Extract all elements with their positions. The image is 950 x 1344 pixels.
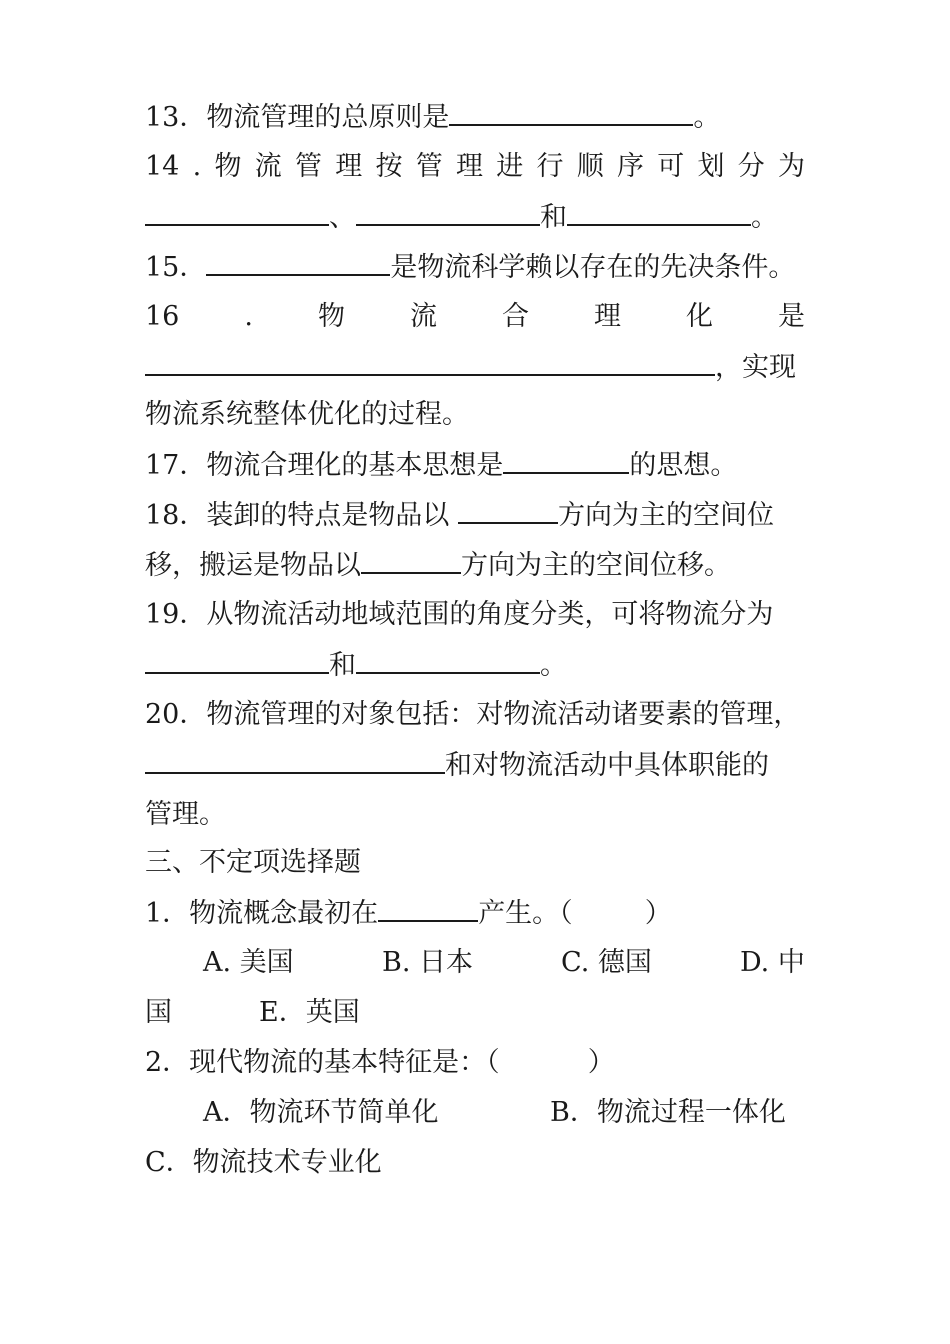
q18-line2-suffix: 方向为主的空间位移。 — [461, 550, 731, 581]
q14-char: 可 — [657, 151, 685, 182]
mc1-option-b[interactable]: B. 日本 — [382, 947, 474, 978]
answer-blank[interactable] — [145, 648, 329, 674]
q17-prefix: 17．物流合理化的基本思想是 — [145, 450, 504, 481]
mc1-close: ） — [644, 898, 672, 929]
mc2-option-b[interactable]: B．物流过程一体化 — [550, 1097, 786, 1128]
answer-blank[interactable] — [356, 648, 540, 674]
answer-blank[interactable] — [567, 200, 751, 226]
q16-char: 流 — [409, 301, 437, 332]
q14-sep2: 和 — [540, 202, 567, 233]
q16-char: 物 — [317, 301, 345, 332]
question-14-line1 — [145, 150, 805, 184]
q14-end: 。 — [751, 202, 778, 233]
question-20-line3: 管理。 — [145, 799, 226, 830]
q14-char: 划 — [697, 151, 725, 182]
answer-blank[interactable] — [145, 350, 715, 376]
q14-char: 按 — [375, 151, 403, 182]
q14-char: 分 — [737, 151, 765, 182]
mc1-option-e[interactable]: E．英国 — [259, 997, 360, 1028]
q14-char: 管 — [294, 151, 322, 182]
q14-sep1: 、 — [329, 202, 356, 233]
mc1-text: 1．物流概念最初在 — [145, 898, 379, 929]
answer-blank[interactable] — [503, 448, 629, 474]
q14-char: 顺 — [576, 151, 604, 182]
q14-char: 序 — [616, 151, 644, 182]
q19-sep: 和 — [329, 650, 356, 681]
q14-char: 物 — [214, 151, 242, 182]
q14-char: 管 — [415, 151, 443, 182]
q18-line2-prefix: 移，搬运是物品以 — [145, 550, 361, 581]
question-13-text: 13．物流管理的总原则是 — [145, 102, 450, 133]
q14-char: . — [192, 151, 202, 182]
q14-char: 流 — [254, 151, 282, 182]
q16-char: 16 — [145, 301, 180, 332]
question-13 — [145, 100, 720, 135]
q16-char: 理 — [593, 301, 621, 332]
mc1-option-a[interactable]: A. 美国 — [203, 947, 294, 978]
mc1-option-d[interactable]: D. 中 — [740, 947, 805, 978]
answer-blank[interactable] — [449, 100, 693, 126]
question-17 — [145, 448, 737, 483]
question-16-line3: 物流系统整体优化的过程。 — [145, 399, 469, 430]
q16-char: 化 — [685, 301, 713, 332]
question-20-line2 — [145, 748, 769, 783]
q16-char: 是 — [777, 301, 805, 332]
answer-blank[interactable] — [145, 748, 445, 774]
answer-blank[interactable] — [356, 200, 540, 226]
q18-prefix: 18．装卸的特点是物品以 — [145, 500, 458, 531]
answer-blank[interactable] — [361, 548, 461, 574]
question-19-line2 — [145, 648, 567, 683]
q18-mid: 方向为主的空间位 — [557, 500, 774, 531]
q14-char: 理 — [455, 151, 483, 182]
q14-char: 进 — [496, 151, 524, 182]
q14-char: 为 — [777, 151, 805, 182]
mc-question-2 — [145, 1046, 615, 1080]
mc-question-1 — [145, 896, 672, 931]
question-14-line2 — [145, 200, 778, 235]
mc1-option-d-wrap: 国 — [145, 997, 172, 1028]
question-20-line1: 20．物流管理的对象包括：对物流活动诸要素的管理， — [145, 699, 801, 730]
q15-text: 是物流科学赖以存在的先决条件。 — [390, 252, 796, 283]
question-15 — [145, 250, 795, 285]
mc2-close: ） — [587, 1047, 615, 1078]
question-16-line2 — [145, 350, 796, 385]
q14-char: 理 — [335, 151, 363, 182]
mc2-text: 2．现代物流的基本特征是：（ — [145, 1047, 500, 1078]
q15-prefix: 15． — [145, 252, 207, 283]
answer-blank[interactable] — [378, 896, 478, 922]
q19-end: 。 — [540, 650, 567, 681]
mc1-suffix: 产生。（ — [478, 898, 573, 929]
q14-char: 行 — [536, 151, 564, 182]
question-13-end: 。 — [693, 102, 721, 133]
mc1-option-c[interactable]: C. 德国 — [561, 947, 652, 978]
section-3-heading: 三、不定项选择题 — [145, 847, 361, 878]
answer-blank[interactable] — [206, 250, 390, 276]
answer-blank[interactable] — [145, 200, 329, 226]
answer-blank[interactable] — [458, 498, 558, 524]
question-16-line1 — [145, 300, 805, 334]
q16-char: 合 — [501, 301, 529, 332]
q20-after: 和对物流活动中具体职能的 — [445, 750, 769, 781]
question-18-line1 — [145, 498, 774, 533]
question-19-line1: 19．从物流活动地域范围的角度分类，可将物流分为 — [145, 599, 774, 630]
q16-char: . — [244, 301, 253, 332]
mc2-option-c[interactable]: C．物流技术专业化 — [145, 1147, 382, 1178]
question-18-line2 — [145, 548, 731, 583]
q14-char: 14 — [145, 151, 180, 182]
q16-after: ，实现 — [715, 352, 796, 383]
q17-suffix: 的思想。 — [629, 450, 738, 481]
mc2-option-a[interactable]: A．物流环节简单化 — [203, 1097, 439, 1128]
